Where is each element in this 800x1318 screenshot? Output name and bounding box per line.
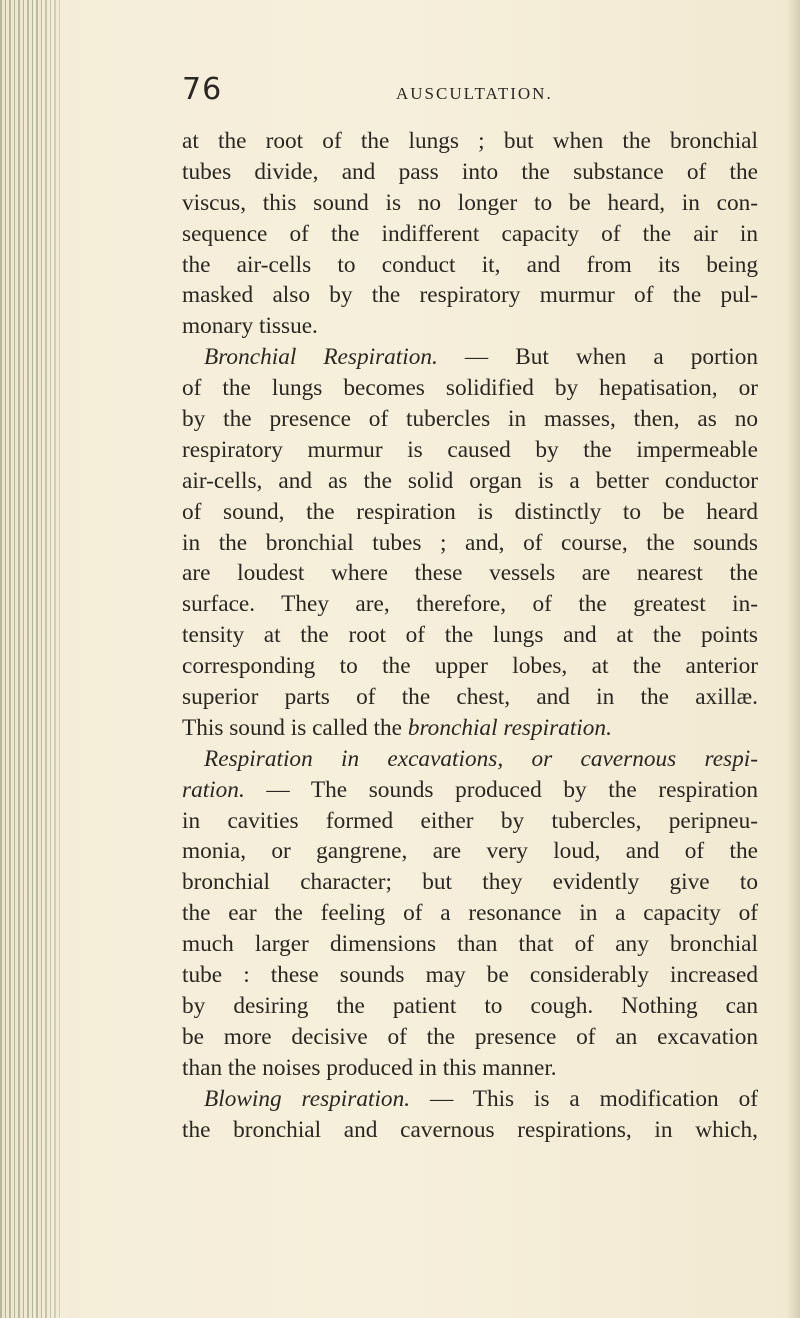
heading-continuation: — But when a portion [437,344,758,371]
text-line: viscus, this sound is no longer to be heard, in con- [182,189,758,216]
text-line: be more decisive of the presence of an excavation [182,1023,758,1050]
text-line: bronchial character; but they evidently give to [182,869,758,896]
section-heading-bronchial: Bronchial Respiration. [204,344,438,371]
text-line: the ear the feeling of a resonance in a capacity of [182,900,758,927]
text-line: by desiring the patient to cough. Nothing can [182,992,758,1019]
heading-continuation: — This is a modification of [410,1085,758,1112]
text-line: monary tissue. [182,313,318,340]
sentence-prefix: This sound is called the [182,714,408,741]
text-line [182,744,758,775]
paragraph-2 [182,342,758,744]
text-line: tubes divide, and pass into the substance of the [182,158,758,185]
spine-shadow [40,0,80,1318]
heading-continuation: — The sounds produced by the respiration [244,776,758,803]
text-line: much larger dimensions than that of any bronchial [182,931,758,958]
text-line: of sound, the respiration is distinctly to be heard [182,498,758,525]
text-line: respiratory murmur is caused by the impermeable [182,436,758,463]
text-line: by the presence of tubercles in masses, then, as no [182,406,758,433]
section-heading-cavernous-cont: ration. [182,776,245,803]
paragraph-3 [182,744,758,1084]
text-line: in the bronchial tubes ; and, of course, the sounds [182,529,758,556]
text-line: of the lungs becomes solidified by hepatisation, or [182,375,758,402]
section-heading-cavernous: Respiration in excavations, or cavernous respi- [204,745,758,772]
section-heading-blowing: Blowing respiration. [204,1085,411,1112]
text-line [182,775,758,806]
text-line [182,713,758,744]
text-line: superior parts of the chest, and in the axillæ. [182,684,758,711]
text-line: in cavities formed either by tubercles, peripneu- [182,807,758,834]
page-edge [786,0,800,1318]
text-line [182,1084,758,1115]
italic-term: bronchial respiration. [407,714,612,741]
text-line: masked also by the respiratory murmur of the pul- [182,282,758,309]
running-head: AUSCULTATION. [396,84,553,103]
text-line: are loudest where these vessels are nearest the [182,560,758,587]
text-line: corresponding to the upper lobes, at the anterior [182,653,758,680]
paragraph-4 [182,1084,758,1146]
text-line: air-cells, and as the solid organ is a better conductor [182,467,758,494]
page-number: 76 [182,72,223,107]
text-line: the bronchial and cavernous respirations, in which, [182,1116,758,1143]
text-line: the air-cells to conduct it, and from its being [182,251,758,278]
text-line [182,342,758,373]
text-line: at the root of the lungs ; but when the bronchial [182,128,758,154]
body-text [182,126,758,1145]
text-line: tensity at the root of the lungs and at the points [182,622,758,649]
text-line: tube : these sounds may be considerably increased [182,962,758,989]
text-line: than the noises produced in this manner. [182,1054,557,1081]
text-line: surface. They are, therefore, of the greatest in- [182,591,758,618]
paragraph-1 [182,126,758,342]
text-line: sequence of the indifferent capacity of the air in [182,220,758,247]
page-header [182,72,742,112]
text-line: monia, or gangrene, are very loud, and of the [182,838,758,865]
